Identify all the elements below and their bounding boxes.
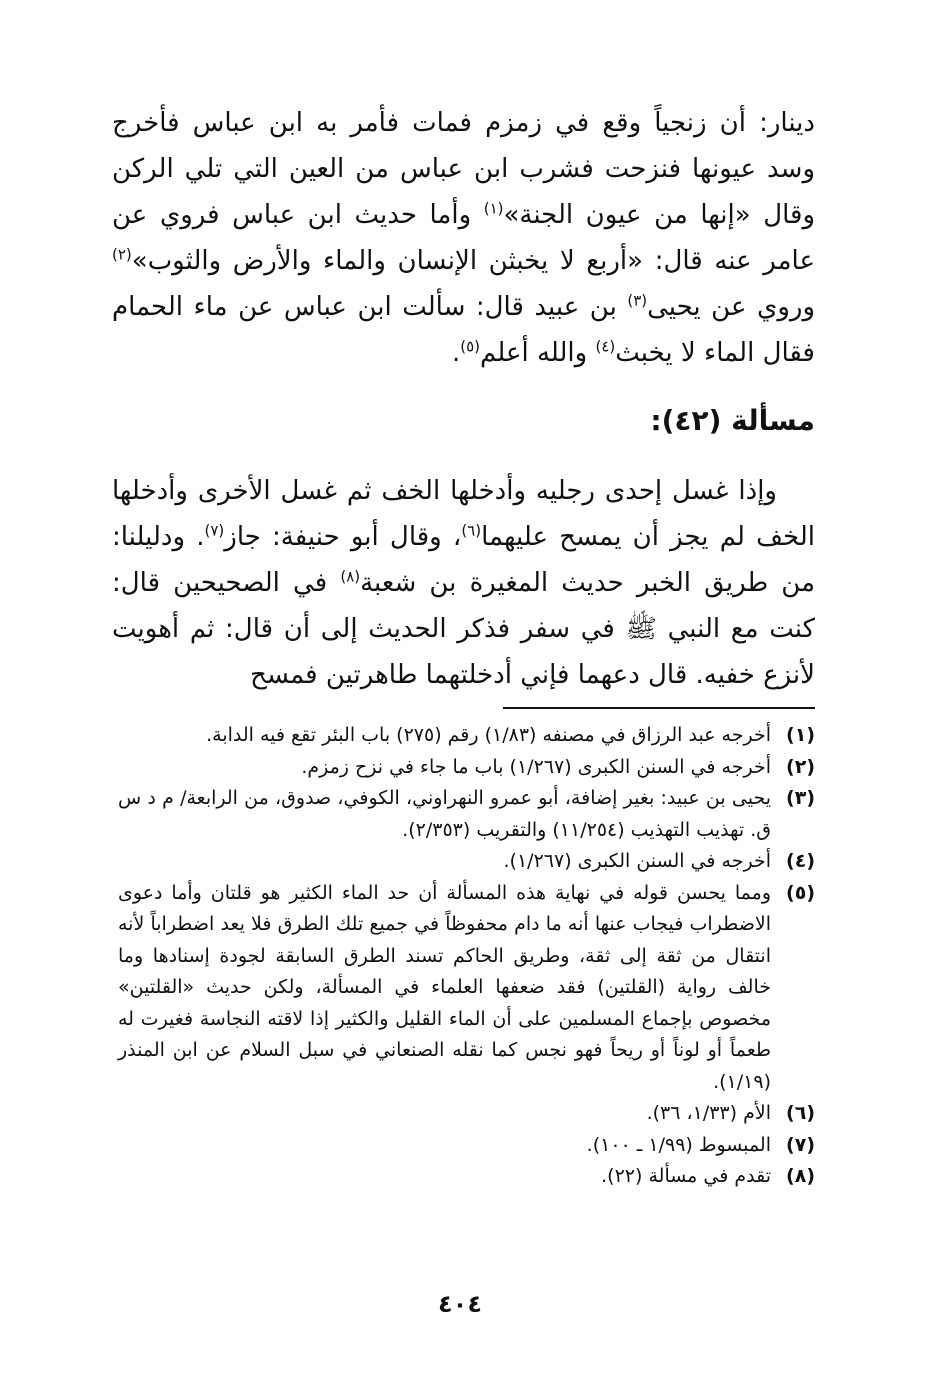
footnote-item — [118, 878, 815, 1099]
footnote-item — [118, 1130, 815, 1162]
footnote-item — [118, 1161, 815, 1193]
footnote-item — [118, 752, 815, 784]
footnote-number: (٣) — [786, 787, 815, 809]
footnote-ref-6: (٦) — [461, 521, 482, 540]
paragraph-1-text: . — [451, 338, 461, 368]
footnote-text: أخرجه عبد الرزاق في مصنفه (١/٨٣) رقم (٢٧٥) باب البئر تقع فيه الدابة. — [206, 724, 771, 746]
footnote-number: (٢) — [786, 755, 815, 778]
footnote-ref-3: (٣) — [627, 291, 648, 310]
footnote-ref-5: (٥) — [460, 337, 481, 356]
footnote-ref-1: (١) — [483, 199, 504, 218]
paragraph-1 — [112, 100, 815, 376]
footnote-item — [118, 1098, 815, 1130]
footnote-ref-8: (٨) — [340, 567, 361, 586]
footnote-number: (٦) — [786, 1102, 815, 1124]
footnotes — [118, 720, 815, 1193]
footnote-number: (٥) — [786, 881, 815, 904]
footnote-number: (٤) — [786, 850, 815, 872]
page-number: ٤٠٤ — [438, 1290, 482, 1318]
paragraph-2-text: وإذا غسل إحدى رجليه وأدخلها الخف ثم غسل الأخرى وأدخلها الخف لم يجز أن يمسح عليهما — [112, 476, 815, 552]
footnote-text: يحيى بن عبيد: بغير إضافة، أبو عمرو النهراوني، الكوفي، صدوق، من الرابعة/ م د س ق. تهذيب التهذيب (١١/٢٥٤) والتقريب (٢/٣٥٣). — [118, 787, 771, 841]
paragraph-1-text: بن عبيد قال: سألت ابن عباس عن ماء الحمام فقال الماء لا يخبث — [112, 292, 815, 368]
footnote-item — [118, 846, 815, 878]
footnote-text: أخرجه في السنن الكبرى (١/٢٦٧) باب ما جاء في نزح زمزم. — [301, 755, 771, 778]
paragraph-2 — [112, 468, 815, 698]
footnote-text: الأم (١/٣٣، ٣٦). — [646, 1102, 771, 1124]
footnote-number: (١) — [786, 724, 815, 746]
section-heading: مسألة (٤٢): — [650, 404, 815, 437]
footnote-text: أخرجه في السنن الكبرى (١/٢٦٧). — [503, 850, 771, 872]
footnote-text: المبسوط (١/٩٩ ـ ١٠٠). — [586, 1133, 771, 1156]
paragraph-2-text: . ودليلنا: من طريق الخبر حديث المغيرة بن شعبة — [112, 522, 816, 598]
footnote-number: (٨) — [786, 1165, 815, 1187]
paragraph-1-text: وأما حديث ابن عباس فروي عن عامر عنه قال: «أربع لا يخبثن الإنسان والماء والأرض والثوب» — [112, 200, 815, 276]
footnote-item — [118, 783, 815, 846]
paragraph-2-text: في الصحيحين قال: كنت مع النبي ﷺ في سفر فذكر الحديث إلى أن قال: ثم أهويت لأنزع خفيه. قال دعهما فإني أدخلتهما طاهرتين فمسح — [112, 568, 815, 690]
footnote-item — [118, 720, 815, 752]
footnote-text: ومما يحسن قوله في نهاية هذه المسألة أن حد الماء الكثير هو قلتان وأما دعوى الاضطراب فيجاب عنها أنه ما دام محفوظاً في جميع تلك الطرق فلا يعد اضطراباً لأنه انتقال من ثقة إلى ثقة، وطريق الحاكم تسند الطرق السابقة لجودة إسنادها وما خالف رواية (القلتين) فقد ضعفها العلماء في المسألة، ولكن حديث «القلتين» مخصوص بإجماع المسلمين على أن الماء القليل والكثير إذا لاقته النجاسة فغيرت له طعماً أو لوناً أو ريحاً فهو نجس كما نقله الصنعاني في سبل السلام عن ابن المنذر (١/١٩). — [118, 881, 771, 1093]
footnote-ref-2: (٢) — [112, 245, 132, 264]
paragraph-1-text: والله أعلم — [480, 338, 596, 368]
footnote-ref-4: (٤) — [595, 337, 616, 356]
paragraph-2-text: ، وقال أبو حنيفة: جاز — [224, 522, 462, 552]
paragraph-1-text: دينار: أن زنجياً وقع في زمزم فمات فأمر به ابن عباس فأخرج وسد عيونها فنزحت فشرب ابن عباس من العين التي تلي الركن وقال «إنها من عيون الجنة» — [112, 108, 815, 230]
footnote-number: (٧) — [786, 1133, 815, 1156]
footnote-divider — [503, 707, 815, 709]
paragraph-1-text: وروي عن يحيى — [647, 292, 816, 322]
footnote-ref-7: (٧) — [204, 521, 225, 540]
footnote-text: تقدم في مسألة (٢٢). — [601, 1165, 771, 1187]
